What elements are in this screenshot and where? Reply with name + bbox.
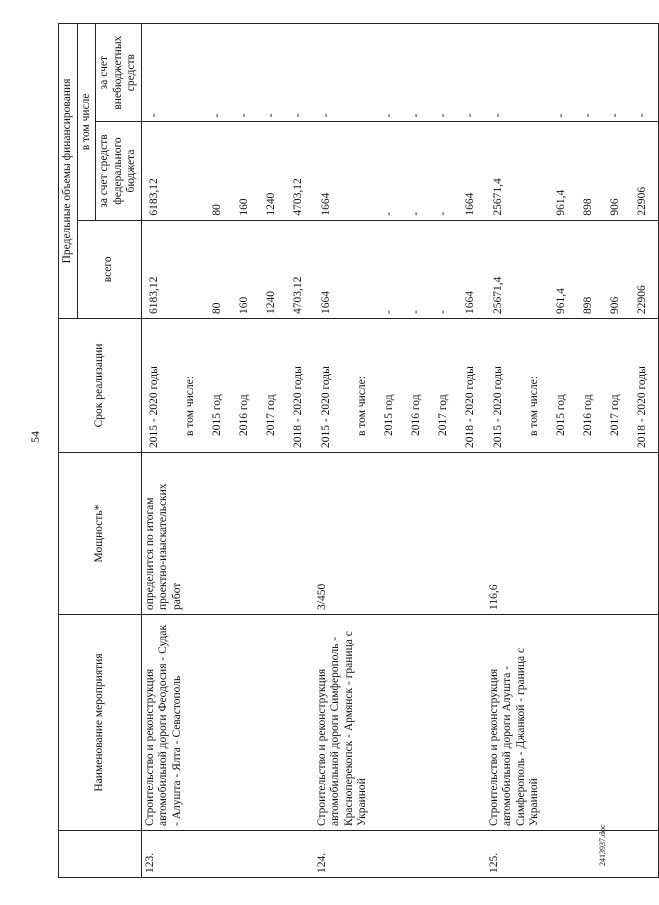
row-extrabudget-value: -: [382, 113, 395, 118]
row-federal-value: 961,4: [554, 189, 567, 216]
row-total-value: 22906: [635, 285, 648, 314]
row-extrabudget-value: -: [264, 113, 277, 118]
row-federal-value: 4703,12: [291, 178, 304, 216]
header-capacity: Мощность*: [59, 453, 142, 615]
row-extrabudget-value: [521, 28, 548, 117]
row-total-value: 25671,4: [491, 276, 504, 314]
row-term-value: 2015 - 2020 годы: [491, 366, 504, 448]
row-extrabudget-value: -: [608, 113, 621, 118]
row-term-value: 2017 год: [264, 394, 277, 436]
row-federal-value: -: [382, 211, 395, 216]
row-total-value: 906: [608, 296, 621, 314]
financing-table: [58, 23, 659, 878]
row-term-value: 2018 - 2020 годы: [463, 366, 476, 448]
row-extrabudget-value: -: [291, 113, 304, 118]
row-total-value: 1664: [319, 291, 332, 314]
header-number: [59, 831, 142, 878]
row-extrabudget-value: -: [436, 113, 449, 118]
page-number: 54: [28, 431, 42, 443]
header-name: Наименование мероприятия: [59, 615, 142, 831]
row-total-value: 4703,12: [291, 276, 304, 314]
row-extrabudget-value: -: [491, 113, 504, 118]
row-term-value: в том числе:: [183, 376, 196, 436]
row-federal: [314, 122, 486, 220]
row-term-value: 2018 - 2020 годы: [291, 366, 304, 448]
row-extrabudget: [486, 24, 659, 122]
row-extrabudget-value: [177, 28, 204, 117]
header-term: Срок реализации: [59, 319, 142, 453]
row-number: 123.: [141, 831, 314, 878]
row-total: [314, 220, 486, 318]
row-federal: [486, 122, 659, 220]
row-federal-value: 25671,4: [491, 178, 504, 216]
row-capacity: 116,6: [486, 453, 659, 615]
row-term-value: 2015 - 2020 годы: [319, 366, 332, 448]
header-including: в том числе: [77, 24, 96, 221]
table-row: [314, 24, 486, 878]
row-federal-value: 1240: [264, 192, 277, 216]
row-total-value: -: [382, 310, 395, 314]
row-total: [486, 220, 659, 318]
row-name: Строительство и реконструкция автомобильной дороги Симферополь - Красноперекопск - Армянск - граница с Украиной: [314, 615, 486, 831]
row-federal-value: 6183,12: [147, 178, 160, 216]
row-extrabudget-value: -: [237, 113, 250, 118]
row-term-value: 2016 год: [409, 394, 422, 436]
row-federal-value: 1664: [463, 192, 476, 216]
row-total-value: [177, 225, 204, 314]
row-federal-value: 1664: [319, 192, 332, 216]
row-number: 125.: [486, 831, 659, 878]
row-total-value: 961,4: [554, 288, 567, 314]
row-term-value: 2017 год: [436, 394, 449, 436]
row-capacity: определится по итогам проектно-изыскательских работ: [141, 453, 314, 615]
row-extrabudget-value: [349, 28, 376, 117]
row-total-value: 898: [581, 296, 594, 314]
header-federal: за счет средств федерального бюджета: [96, 122, 142, 220]
row-total-value: 1240: [264, 291, 277, 314]
row-name: Строительство и реконструкция автомобильной дороги Феодосия - Судак - Алушта - Ялта - Севастополь: [141, 615, 314, 831]
row-capacity: 3/450: [314, 453, 486, 615]
row-federal-value: 80: [210, 204, 223, 216]
row-term-value: 2015 год: [210, 394, 223, 436]
row-term: [314, 319, 486, 453]
row-term-value: в том числе:: [527, 376, 540, 436]
row-extrabudget: [314, 24, 486, 122]
row-term-value: 2015 год: [382, 394, 395, 436]
table-row: [141, 24, 314, 878]
row-federal-value: 898: [581, 198, 594, 216]
row-total-value: 160: [237, 296, 250, 314]
row-federal-value: 906: [608, 198, 621, 216]
row-total: [141, 220, 314, 318]
row-extrabudget-value: -: [319, 113, 332, 118]
row-federal: [141, 122, 314, 220]
row-term-value: 2016 год: [581, 394, 594, 436]
row-federal-value: [349, 126, 376, 215]
row-term: [486, 319, 659, 453]
row-extrabudget-value: -: [581, 113, 594, 118]
row-extrabudget-value: -: [409, 113, 422, 118]
header-total: всего: [77, 220, 141, 318]
row-term-value: в том числе:: [355, 376, 368, 436]
row-federal-value: [521, 126, 548, 215]
row-total-value: 6183,12: [147, 276, 160, 314]
header-limits: Предельные объемы финансирования: [59, 24, 78, 319]
row-total-value: [349, 225, 376, 314]
row-term-value: 2017 год: [608, 394, 621, 436]
row-term: [141, 319, 314, 453]
row-term-value: 2015 год: [554, 394, 567, 436]
row-federal-value: 22906: [635, 186, 648, 216]
row-federal-value: 160: [237, 198, 250, 216]
row-term-value: 2018 - 2020 годы: [635, 366, 648, 448]
row-extrabudget-value: -: [210, 113, 223, 118]
row-name: Строительство и реконструкция автомобильной дороги Алушта - Симферополь - Джанкой - граница с Украиной: [486, 615, 659, 831]
row-federal-value: -: [409, 211, 422, 216]
document-id: 2413937.doc: [598, 824, 607, 866]
table-row: [486, 24, 659, 878]
row-extrabudget-value: -: [635, 113, 648, 118]
row-federal-value: [177, 126, 204, 215]
row-total-value: 1664: [463, 291, 476, 314]
header-extrabudget: за счет внебюджетных средств: [96, 24, 142, 122]
row-total-value: -: [436, 310, 449, 314]
row-extrabudget: [141, 24, 314, 122]
row-federal-value: -: [436, 211, 449, 216]
row-total-value: -: [409, 310, 422, 314]
row-extrabudget-value: -: [463, 113, 476, 118]
row-extrabudget-value: -: [554, 113, 567, 118]
row-total-value: [521, 225, 548, 314]
row-number: 124.: [314, 831, 486, 878]
row-term-value: 2016 год: [237, 394, 250, 436]
row-term-value: 2015 - 2020 годы: [147, 366, 160, 448]
row-total-value: 80: [210, 302, 223, 314]
row-extrabudget-value: -: [147, 113, 160, 118]
